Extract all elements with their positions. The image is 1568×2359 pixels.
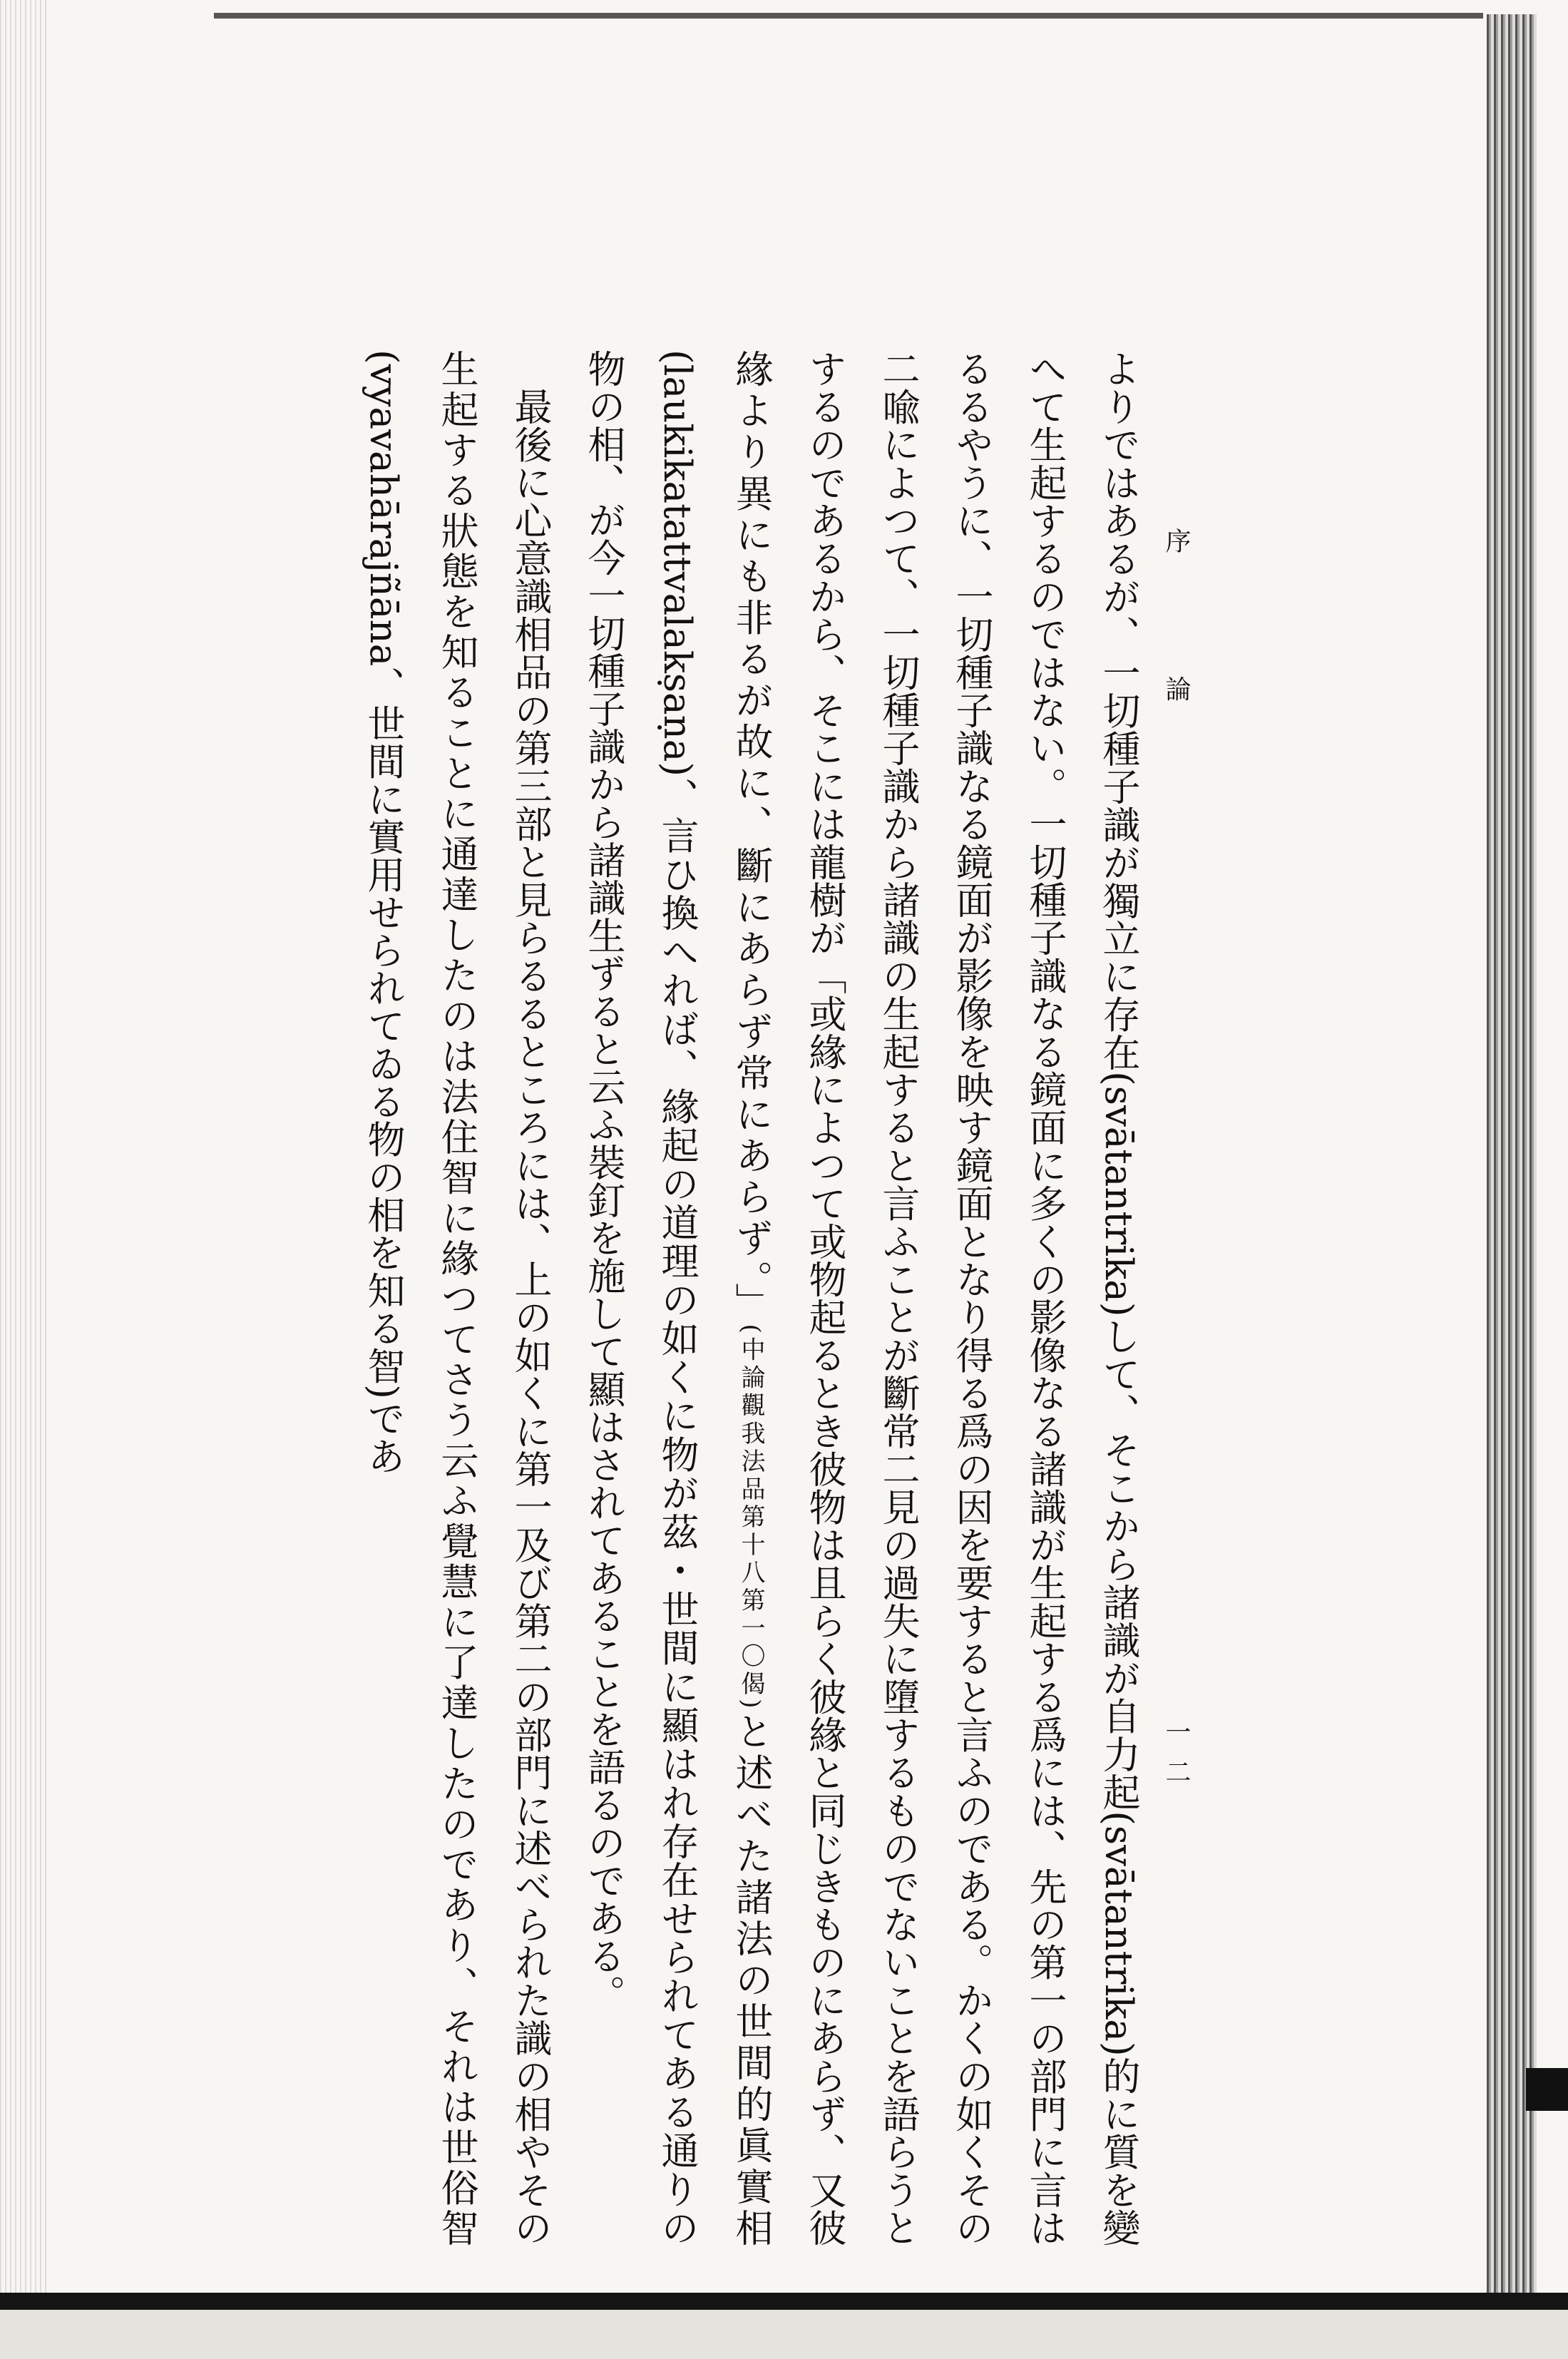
- body-text: [314, 349, 1155, 2246]
- paragraph-2: 最後に心意識相品の第三部と見らるるところには、上の如くに第一及び第二の部門に述べられた識の相やその生起する狀態を知ることに通達したのは法住智に緣つてさう云ふ覺慧に了達したのであり、それは世俗智(vyavahārajñāna、世間に實用せられてゐる物の相を知る智)であ: [362, 349, 552, 2246]
- running-header-title: 序 論: [1162, 528, 1191, 759]
- page-number: 一二: [1162, 1719, 1191, 1798]
- scan-edge-right: [1487, 14, 1537, 2296]
- paragraph-1-text-after: と述べた諸法の世間的眞實相(laukikatattvalakṣaṇa)、言ひ換へれば、緣起の道理の如くに物が茲・世間に顯はれ存在せられてある通りの物の相、が今一切種子識から諸識生ずると云ふ裝釘を施して顯はされてあることを語るのである。: [582, 349, 773, 2247]
- scan-edge-top: [214, 13, 1483, 19]
- paragraph-1-text: よりではあるが、一切種子識が獨立に存在(svātantrika)して、そこから諸識が自力起(svātantrika)的に質を變へて生起するのではない。一切種子識なる鏡面に多くの影像なる諸識が生起する爲には、先の第一の部門に言はるるやうに、一切種子識なる鏡面が影像を映す鏡面となり得る爲の因を要すると言ふのである。かくの如くその二喩によつて、一切種子識から諸識の生起すると言ふことが斷常二見の過失に墮するものでないことを語らうとするのであるから、そこには龍樹が「或緣によつて或物起るとき彼物は且らく彼緣と同じきものにあらず、又彼緣より異にも非るが故に、斷にあらず常にあらず。」: [729, 349, 1140, 2247]
- scan-edge-bottom: [0, 2293, 1568, 2310]
- scan-edge-bottom-shade: [0, 2310, 1568, 2359]
- scan-edge-marker: [1526, 2068, 1568, 2111]
- paragraph-1: [567, 349, 1155, 2246]
- scan-edge-left: [0, 0, 50, 2359]
- citation-note: (中論觀我法品第十八第一〇偈): [737, 1324, 765, 1709]
